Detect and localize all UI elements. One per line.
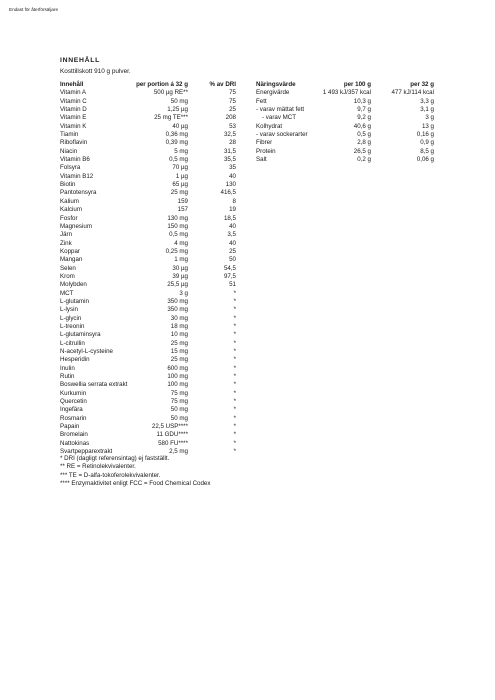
ingredient-row-col-3: 54,5: [223, 264, 236, 272]
ingredient-row-col-3: 40: [229, 239, 236, 247]
ingredient-row-col-3: *: [233, 331, 236, 339]
ingredient-row-col-2: 18 mg: [170, 322, 188, 330]
nutrition-table-header: [256, 81, 434, 89]
ingredient-row: [60, 223, 238, 231]
nutrition-row-col-3: 0,16 g: [416, 131, 434, 139]
ingredient-row-col-3: 32,5: [223, 131, 236, 139]
ingredient-row-col-1: Krom: [60, 272, 75, 280]
ingredient-row-col-2: 1 µg: [175, 172, 188, 180]
ingredient-row-col-1: Järn: [60, 231, 73, 239]
ingredient-row-col-2: 75 mg: [170, 389, 188, 397]
nutrition-row-col-2: 9,7 g: [357, 106, 371, 114]
nutrition-row-col-1: - varav MCT: [262, 114, 297, 122]
ingredient-row-col-2: 25 mg: [170, 339, 188, 347]
nutrition-row: [256, 98, 434, 106]
nutrition-row-col-2: 2,8 g: [357, 139, 371, 147]
ingredient-row: [60, 106, 238, 114]
ingredient-row: [60, 189, 238, 197]
ingredient-row-col-2: 3 g: [179, 289, 188, 297]
ingredient-row-col-2: 159: [177, 197, 188, 205]
nutrition-row-col-3: 3,1 g: [420, 106, 434, 114]
ingredient-row-col-1: L-glutamin: [60, 297, 89, 305]
ingredient-row-col-1: Kurkumin: [60, 389, 87, 397]
ingredient-row-col-2: 5 mg: [174, 147, 188, 155]
nutrition-row-col-1: - varav sockerarter: [256, 131, 308, 139]
ingredient-row-col-1: Vitamin C: [60, 97, 87, 105]
ingredient-row-col-1: Pantotensyra: [60, 189, 97, 197]
ingredient-row-col-1: Mangan: [60, 256, 83, 264]
ingredient-row-col-1: Svartpepparextrakt: [60, 448, 113, 456]
ingredient-row-col-2: 600 mg: [167, 364, 188, 372]
ingredient-row-col-1: Nattokinas: [60, 439, 90, 447]
ingredient-row-col-3: 19: [229, 206, 236, 214]
ingredient-row-col-1: Vitamin K: [60, 122, 87, 130]
ingredient-row-col-3: 208: [225, 114, 236, 122]
ingredient-row-col-2: 0,36 mg: [165, 131, 188, 139]
ingredient-row-col-3: 35: [229, 164, 236, 172]
ingredient-row-col-3: 25: [229, 106, 236, 114]
ingredient-row-col-3: *: [233, 364, 236, 372]
nutrition-table: [256, 81, 434, 164]
ingredient-row: [60, 265, 238, 273]
ingredient-row-col-2: 40 µg: [172, 122, 188, 130]
nutrition-row: [256, 131, 434, 139]
ingredient-row: [60, 298, 238, 306]
footnote: **** Enzymaktivitet enligt FCC = Food Chemical Codex: [60, 480, 211, 488]
ingredient-row: [60, 340, 238, 348]
ingredients-table: [60, 81, 238, 456]
ingredient-row: [60, 231, 238, 239]
nutrition-row-col-3: 0,9 g: [420, 139, 434, 147]
ingredient-row-col-3: *: [233, 448, 236, 456]
ingredient-row-col-3: *: [233, 381, 236, 389]
ingredient-row-col-2: 30 mg: [170, 314, 188, 322]
ingredient-row-col-1: Tiamin: [60, 131, 79, 139]
ingredient-row-col-1: Papain: [60, 423, 80, 431]
ingredient-row: [60, 256, 238, 264]
ingredient-row: [60, 181, 238, 189]
ingredient-row-col-3: *: [233, 306, 236, 314]
ingredient-row: [60, 381, 238, 389]
ingredient-row-col-1: Zink: [60, 239, 72, 247]
ingredient-row: [60, 281, 238, 289]
ingredient-row-col-1: Selen: [60, 264, 76, 272]
ingredient-row-col-1: L-lysin: [60, 306, 78, 314]
ingredient-row-col-2: 65 µg: [172, 181, 188, 189]
ingredient-row-col-1: Kalcium: [60, 206, 83, 214]
ingredient-row: [60, 123, 238, 131]
ingredient-row: [60, 373, 238, 381]
ingredient-row-col-1: Bromelain: [60, 431, 88, 439]
ingredient-row-col-1: L-citrullin: [60, 339, 85, 347]
ingredient-row-col-2: 25 mg TE***: [154, 114, 188, 122]
ingredient-row-col-2: 50 mg: [170, 414, 188, 422]
ingredient-row-col-2: 0,25 mg: [165, 247, 188, 255]
nutrition-row-col-3: 13 g: [421, 122, 434, 130]
ingredient-row-col-3: *: [233, 406, 236, 414]
ingredient-row-col-1: Kalium: [60, 197, 79, 205]
ingredient-row-col-2: 350 mg: [167, 297, 188, 305]
nutrition-row-col-2: 0,2 g: [357, 156, 371, 164]
ingredient-row: [60, 415, 238, 423]
ingredient-row-col-2: 1,25 µg: [167, 106, 188, 114]
ingredient-row-col-2: 0,39 mg: [165, 139, 188, 147]
ingredient-row-col-1: MCT: [60, 289, 74, 297]
header-nutrient: Näringsvärde: [256, 81, 296, 88]
ingredient-row-col-1: N-acetyl-L-cysteine: [60, 348, 113, 355]
ingredient-row-col-3: *: [233, 398, 236, 406]
ingredient-row: [60, 206, 238, 214]
ingredient-row-col-3: *: [233, 297, 236, 305]
ingredient-row-col-3: *: [233, 373, 236, 381]
ingredient-row-col-2: 100 mg: [167, 373, 188, 381]
ingredient-row-col-3: 416,5: [220, 189, 236, 197]
ingredient-row-col-2: 130 mg: [167, 214, 188, 222]
ingredient-row-col-3: 31,5: [223, 147, 236, 155]
ingredient-row-col-3: 50: [229, 256, 236, 264]
ingredient-row-col-2: 70 µg: [172, 164, 188, 172]
ingredient-row: [60, 440, 238, 448]
ingredient-row: [60, 348, 238, 356]
ingredient-row-col-3: 18,5: [223, 214, 236, 222]
nutrition-row-col-1: - varav mättat fett: [256, 106, 305, 114]
ingredient-row-col-3: 75: [229, 89, 236, 97]
nutrition-row-col-1: Kolhydrat: [256, 122, 283, 130]
ingredient-row-col-1: Biotin: [60, 181, 76, 189]
nutrition-row-col-1: Salt: [256, 156, 267, 164]
product-description: Kosttillskott 910 g pulver.: [60, 68, 131, 75]
ingredient-row-col-3: 53: [229, 122, 236, 130]
ingredient-row-col-1: Boswellia serrata extrakt: [60, 381, 128, 389]
section-heading: INNEHÅLL: [60, 57, 100, 64]
ingredient-row-col-3: 35,5: [223, 156, 236, 164]
ingredient-row-col-1: Fosfor: [60, 214, 78, 222]
ingredient-row: [60, 273, 238, 281]
ingredient-row-col-2: 30 µg: [172, 264, 188, 272]
header-per-32g: per 32 g: [410, 81, 434, 88]
nutrition-row: [256, 148, 434, 156]
ingredient-row-col-2: 4 mg: [174, 239, 188, 247]
ingredient-row-col-3: 75: [229, 97, 236, 105]
nutrition-row-col-3: 477 kJ/114 kcal: [391, 89, 434, 97]
nutrition-row-col-3: 3,3 g: [420, 97, 434, 105]
ingredient-row: [60, 98, 238, 106]
ingredient-row-col-3: *: [233, 389, 236, 397]
ingredient-row-col-2: 50 mg: [170, 406, 188, 414]
header-per-portion: per portion á 32 g: [136, 81, 188, 88]
ingredient-row-col-3: *: [233, 414, 236, 422]
ingredient-row-col-2: 25,5 µg: [167, 281, 188, 289]
ingredient-row-col-2: 15 mg: [170, 348, 188, 355]
ingredient-row-col-3: 51: [229, 281, 236, 289]
footnote: *** TE = D-alfa-tokoferolekvivalenter.: [60, 471, 161, 479]
ingredient-row-col-3: *: [233, 423, 236, 431]
nutrition-row: [256, 123, 434, 131]
ingredient-row-col-2: 22,5 USP****: [151, 423, 188, 431]
ingredient-row: [60, 131, 238, 139]
ingredient-row-col-1: Vitamin A: [60, 89, 87, 97]
ingredient-row-col-3: 40: [229, 222, 236, 230]
nutrition-row: [256, 156, 434, 164]
header-per-100g: per 100 g: [343, 81, 371, 88]
nutrition-row: [256, 114, 434, 122]
nutrition-row-col-2: 9,2 g: [357, 114, 371, 122]
ingredient-row-col-1: L-treonin: [60, 322, 85, 330]
ingredient-row-col-3: *: [233, 356, 236, 364]
nutrition-row-col-3: 8,5 g: [420, 147, 434, 155]
ingredient-row: [60, 148, 238, 156]
ingredient-row-col-1: L-glutaminsyra: [60, 331, 101, 339]
ingredient-row-col-2: 2,5 mg: [169, 448, 188, 456]
ingredient-row: [60, 139, 238, 147]
ingredient-row: [60, 306, 238, 314]
footnote: ** RE = Retinolekvivalenter.: [60, 463, 136, 471]
ingredient-row-col-1: Magnesium: [60, 222, 92, 230]
ingredient-row-col-2: 10 mg: [170, 331, 188, 339]
reseller-note: Endast för återförsäljare: [9, 7, 59, 12]
nutrition-row: [256, 106, 434, 114]
ingredient-row: [60, 215, 238, 223]
ingredient-row-col-2: 25 mg: [170, 189, 188, 197]
ingredient-row-col-1: Rosmarin: [60, 414, 87, 422]
ingredient-row: [60, 323, 238, 331]
ingredient-row: [60, 156, 238, 164]
ingredient-row-col-3: 130: [225, 181, 236, 189]
ingredient-row-col-1: Vitamin B6: [60, 156, 90, 164]
ingredient-row-col-3: 28: [229, 139, 236, 147]
ingredient-row-col-2: 100 mg: [167, 381, 188, 389]
header-ingredient: Innehåll: [60, 81, 84, 88]
nutrition-row-col-2: 40,6 g: [353, 122, 371, 130]
ingredient-row-col-2: 0,5 mg: [169, 231, 188, 239]
ingredient-row: [60, 356, 238, 364]
nutrition-row-col-2: 26,5 g: [353, 147, 371, 155]
ingredient-row-col-2: 1 mg: [174, 256, 188, 264]
ingredient-row-col-2: 150 mg: [167, 222, 188, 230]
ingredients-table-header: [60, 81, 238, 89]
ingredient-row-col-1: Ingefära: [60, 406, 83, 414]
ingredient-row: [60, 315, 238, 323]
footnotes: [60, 455, 210, 488]
ingredient-row-col-2: 157: [177, 206, 188, 214]
nutrition-row-col-2: 10,3 g: [353, 97, 371, 105]
ingredient-row-col-3: 97,5: [223, 272, 236, 280]
ingredient-row-col-1: Quercetin: [60, 398, 87, 406]
nutrition-row-col-1: Fett: [256, 97, 267, 105]
ingredient-row: [60, 423, 238, 431]
ingredient-row-col-1: Molybden: [60, 281, 87, 289]
ingredient-row: [60, 365, 238, 373]
ingredient-row-col-3: *: [233, 348, 236, 355]
header-dri: % av DRI: [209, 81, 236, 88]
nutrition-row-col-3: 3 g: [425, 114, 434, 122]
ingredient-row-col-2: 500 µg RE**: [153, 89, 188, 97]
nutrition-row: [256, 139, 434, 147]
ingredient-row-col-3: *: [233, 439, 236, 447]
ingredient-row-col-3: 8: [232, 197, 236, 205]
ingredient-row-col-1: Niacin: [60, 147, 78, 155]
ingredient-row: [60, 398, 238, 406]
ingredient-row-col-3: *: [233, 431, 236, 439]
ingredient-row: [60, 114, 238, 122]
ingredient-row-col-1: Hesperidin: [60, 356, 90, 364]
ingredient-row: [60, 173, 238, 181]
ingredient-row-col-2: 350 mg: [167, 306, 188, 314]
ingredient-row: [60, 164, 238, 172]
ingredient-row: [60, 248, 238, 256]
nutrition-row-col-3: 0,06 g: [416, 156, 434, 164]
ingredient-row-col-2: 50 mg: [170, 97, 188, 105]
nutrition-row-col-1: Protein: [256, 147, 276, 155]
ingredient-row-col-1: Koppar: [60, 247, 80, 255]
ingredient-row-col-3: 3,5: [227, 231, 236, 239]
ingredient-row-col-2: 0,5 mg: [169, 156, 188, 164]
nutrition-row-col-2: 1 493 kJ/357 kcal: [322, 89, 371, 97]
ingredient-row-col-2: 11 GDU****: [156, 431, 188, 439]
ingredient-row: [60, 240, 238, 248]
ingredient-row-col-1: Folsyra: [60, 164, 81, 172]
ingredient-row: [60, 290, 238, 298]
ingredient-row-col-2: 39 µg: [172, 272, 188, 280]
ingredient-row-col-1: Inulin: [60, 364, 75, 372]
ingredient-row-col-1: Vitamin B12: [60, 172, 94, 180]
ingredient-row: [60, 331, 238, 339]
nutrition-row: [256, 89, 434, 97]
ingredient-row: [60, 431, 238, 439]
ingredient-row-col-3: 40: [229, 172, 236, 180]
ingredient-row-col-1: Vitamin E: [60, 114, 87, 122]
nutrition-row-col-1: Energivärde: [256, 89, 290, 97]
ingredient-row-col-1: L-glycin: [60, 314, 82, 322]
ingredient-row: [60, 390, 238, 398]
ingredient-row: [60, 89, 238, 97]
ingredient-row-col-3: *: [233, 289, 236, 297]
ingredient-row: [60, 198, 238, 206]
ingredient-row-col-3: *: [233, 339, 236, 347]
ingredient-row-col-1: Vitamin D: [60, 106, 87, 114]
ingredient-row-col-3: *: [233, 322, 236, 330]
nutrition-row-col-2: 0,5 g: [357, 131, 371, 139]
ingredient-row-col-3: *: [233, 314, 236, 322]
nutrition-row-col-1: Fibrer: [256, 139, 273, 147]
ingredient-row: [60, 406, 238, 414]
ingredient-row-col-1: Riboflavin: [60, 139, 88, 147]
ingredient-row-col-1: Rutin: [60, 373, 75, 381]
ingredient-row-col-3: 25: [229, 247, 236, 255]
ingredient-row-col-2: 25 mg: [170, 356, 188, 364]
ingredient-row-col-2: 75 mg: [170, 398, 188, 406]
footnote: * DRI (dagligt referensintag) ej fastställt.: [60, 455, 170, 462]
ingredient-row-col-2: 580 FU****: [158, 439, 188, 447]
